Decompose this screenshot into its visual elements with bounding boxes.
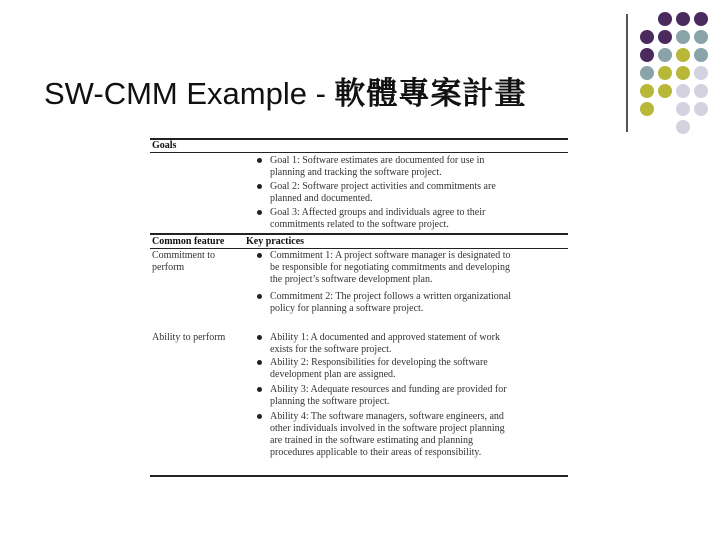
decor-dot — [676, 12, 690, 26]
bullet — [257, 158, 262, 163]
decor-dot — [676, 102, 690, 116]
decor-dot — [640, 84, 654, 98]
ability-label: Ability to perform — [152, 332, 226, 343]
commitment-2-line-2: policy for planning a software project. — [270, 303, 424, 314]
decor-dot — [658, 48, 672, 62]
goals-header: Goals — [152, 140, 177, 151]
ability-4-line-4: procedures applicable to their areas of responsibility. — [270, 447, 482, 458]
ability-4-line-2: other individuals involved in the software project planning — [270, 423, 505, 434]
ability-4-line-3: are trained in the software estimating and planning — [270, 435, 473, 446]
bullet — [257, 387, 262, 392]
goal-3-line-2: commitments related to the software project. — [270, 219, 449, 230]
bullet — [257, 253, 262, 258]
decor-dot — [694, 30, 708, 44]
ability-4-line-1: Ability 4: The software managers, software engineers, and — [270, 411, 504, 422]
decor-dot — [640, 102, 654, 116]
decor-dot — [676, 66, 690, 80]
bullet — [257, 294, 262, 299]
decor-dot — [640, 66, 654, 80]
commitment-1-line-2: be responsible for negotiating commitments and developing — [270, 262, 510, 273]
bullet — [257, 184, 262, 189]
commitment-label-line-1: Commitment to — [152, 250, 216, 261]
commitment-2-line-1: Commitment 2: The project follows a written organizational — [270, 291, 511, 302]
key-practices-header: Key practices — [246, 236, 305, 247]
goal-2-line-1: Goal 2: Software project activities and commitments are — [270, 181, 496, 192]
header-rule — [150, 233, 568, 235]
decor-dot — [640, 48, 654, 62]
decor-dot — [694, 66, 708, 80]
bullet — [257, 210, 262, 215]
slide-title — [44, 68, 527, 113]
decor-dot — [676, 120, 690, 134]
header-bottom-rule — [150, 248, 568, 249]
goal-1-line-1: Goal 1: Software estimates are documented for use in — [270, 155, 485, 166]
decor-dot — [676, 84, 690, 98]
ability-2-line-1: Ability 2: Responsibilities for developing the software — [270, 357, 488, 368]
decor-dot — [658, 66, 672, 80]
common-feature-header: Common feature — [152, 236, 225, 247]
goals-rule — [150, 152, 568, 153]
decor-dot — [694, 12, 708, 26]
goal-3-line-1: Goal 3: Affected groups and individuals agree to their — [270, 207, 486, 218]
ability-1-line-2: exists for the software project. — [270, 344, 392, 355]
bullet — [257, 414, 262, 419]
table-bottom-rule — [150, 475, 568, 477]
table-top-rule — [150, 138, 568, 140]
commitment-1-line-3: the project’s software development plan. — [270, 274, 433, 285]
decor-dot — [640, 30, 654, 44]
ability-1-line-1: Ability 1: A documented and approved statement of work — [270, 332, 500, 343]
commitment-label-line-2: perform — [152, 262, 185, 273]
decor-dot — [676, 48, 690, 62]
dot-grid-decoration — [640, 12, 720, 144]
decor-dot — [658, 12, 672, 26]
divider-line — [626, 14, 628, 132]
ability-3-line-2: planning the software project. — [270, 396, 390, 407]
slide-title-cjk: 軟體專案計畫 — [334, 76, 527, 112]
decor-dot — [694, 84, 708, 98]
decor-dot — [658, 84, 672, 98]
decor-dot — [658, 30, 672, 44]
decor-dot — [694, 102, 708, 116]
goal-1-line-2: planning and tracking the software project. — [270, 167, 442, 178]
commitment-1-line-1: Commitment 1: A project software manager is designated to — [270, 250, 511, 261]
decor-dot — [694, 48, 708, 62]
decor-dot — [676, 30, 690, 44]
bullet — [257, 335, 262, 340]
ability-3-line-1: Ability 3: Adequate resources and funding are provided for — [270, 384, 507, 395]
bullet — [257, 360, 262, 365]
goal-2-line-2: planned and documented. — [270, 193, 373, 204]
ability-2-line-2: development plan are assigned. — [270, 369, 396, 380]
slide-title-latin: SW-CMM Example - — [44, 76, 335, 111]
